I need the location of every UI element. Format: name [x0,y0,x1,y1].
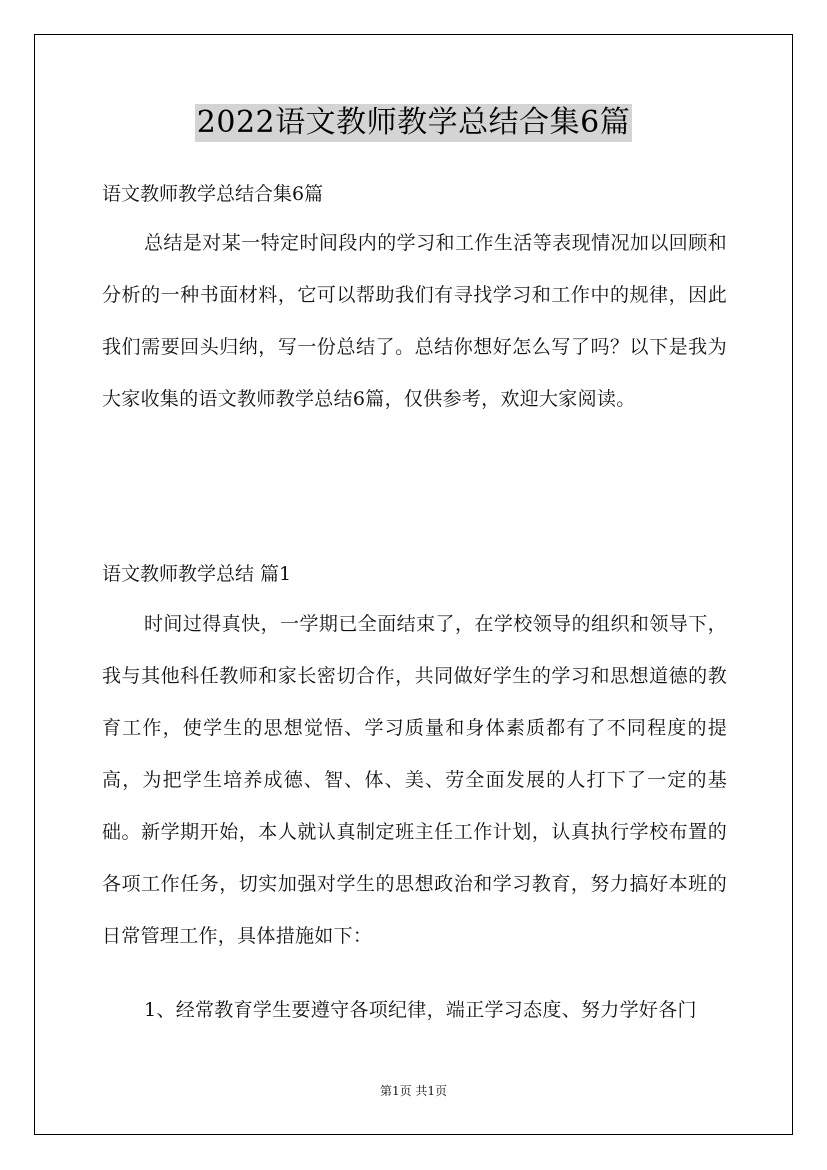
list-item: 1、经常教育学生要遵守各项纪律，端正学习态度、努力学好各门 [144,999,697,1021]
document-title: 2022语文教师教学总结合集6篇 [196,105,631,140]
page-footer: 第1页 共1页 [379,1084,448,1098]
document-subtitle: 语文教师教学总结合集6篇 [102,183,324,205]
section-heading: 语文教师教学总结 篇1 [102,563,292,585]
section-paragraph: 时间过得真快，一学期已全面结束了，在学校领导的组织和领导下，我与其他科任教师和家长密切合作，共同做好学生的学习和思想道德的教育工作，使学生的思想觉悟、学习质量和身体素质都有了不同程度的提高，为把学生培养成德、智、体、美、劳全面发展的人打下了一定的基础。新学期开始，本人就认真制定班主任工作计划，认真执行学校布置的各项工作任务，切实加强对学生的思想政治和学习教育，努力搞好本班的日常管理工作，具体措施如下： [102,613,727,947]
intro-paragraph: 总结是对某一特定时间段内的学习和工作生活等表现情况加以回顾和分析的一种书面材料，它可以帮助我们有寻找学习和工作中的规律，因此我们需要回头归纳，写一份总结了。总结你想好怎么写了吗？以下是我为大家收集的语文教师教学总结6篇，仅供参考，欢迎大家阅读。 [102,232,727,410]
title-container [0,104,827,142]
